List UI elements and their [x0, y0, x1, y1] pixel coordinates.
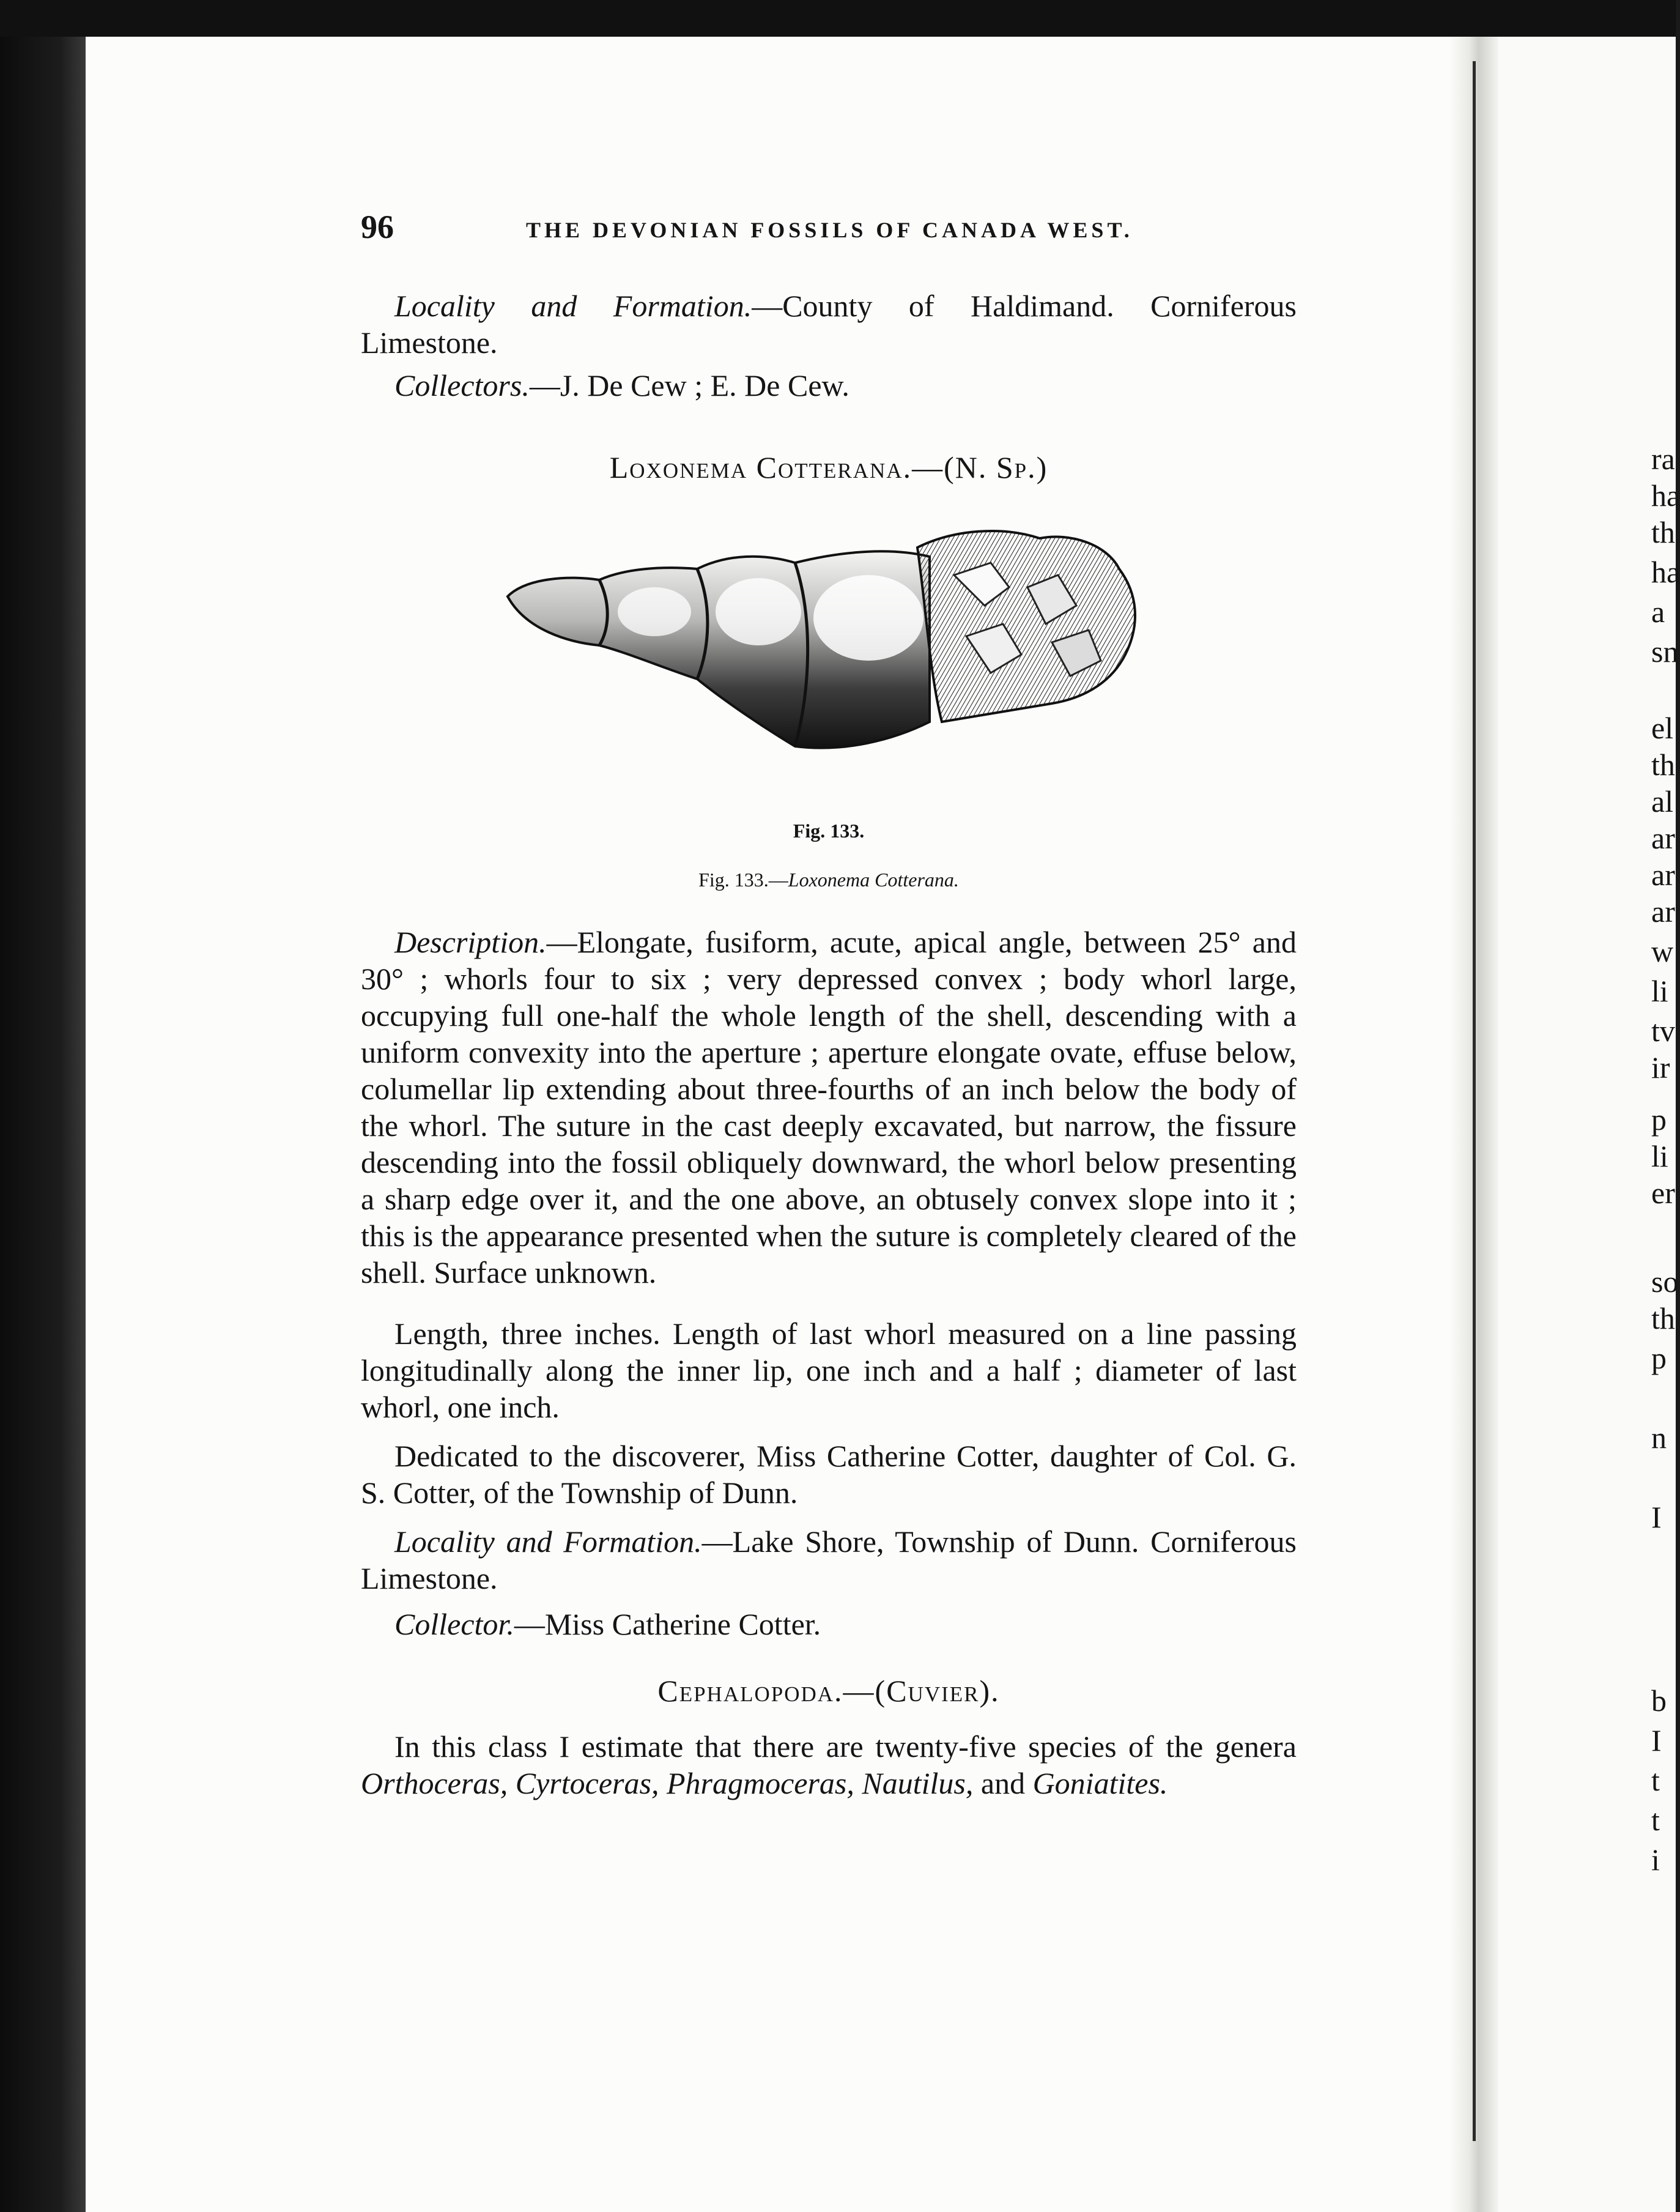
- right-page-fragment: a: [1651, 595, 1665, 629]
- scan-top-border: [0, 0, 1676, 37]
- running-title: THE DEVONIAN FOSSILS OF CANADA WEST.: [526, 218, 1133, 242]
- right-page-fragment: ha: [1651, 478, 1680, 513]
- prev-collectors-label: Collectors.: [394, 368, 530, 403]
- class-intro-text: In this class I estimate that there are twenty-five species of the genera: [394, 1729, 1297, 1764]
- right-page-fragment: el: [1651, 711, 1674, 745]
- right-page-fragment: al: [1651, 784, 1674, 818]
- right-page-fragment: th: [1651, 748, 1675, 782]
- right-page-fragment: t: [1651, 1763, 1660, 1797]
- prev-locality-text: —County of Haldimand. Corniferous Limestone.: [361, 289, 1297, 360]
- class-title: Cephalopoda.—(Cuvier).: [657, 1674, 1000, 1708]
- right-page-fragment: ar: [1651, 858, 1675, 892]
- and-word: and: [980, 1766, 1026, 1800]
- description-text: —Elongate, fusiform, acute, apical angle, between 25° and 30° ; whorls four to six ; very depressed convex ; body whorl large, occupying full one-half the whole length of the shell, descending with a uniform convexity into the aperture ; aperture elongate ovate, effuse below, columellar lip extending about three-fourths of an inch below the body of the whorl. The suture in the cast deeply excavated, but narrow, the fissure descending into the fossil obliquely downward, the whorl below presenting a sharp edge over it, and the one above, an obtusely convex slope into it ; this is the appearance presented when the suture is completely cleared of the shell. Surface unknown.: [361, 925, 1297, 1290]
- scan-left-shadow: [0, 0, 86, 2212]
- right-page-fragment: li: [1651, 1139, 1668, 1173]
- gutter-line: [1473, 61, 1476, 2141]
- right-page-fragment: i: [1651, 1843, 1660, 1877]
- prev-collectors-text: —J. De Cew ; E. De Cew.: [529, 368, 849, 403]
- collector-label: Collector.: [394, 1607, 514, 1641]
- collector-paragraph: [361, 1606, 1297, 1642]
- right-page-fragment: th: [1651, 515, 1675, 549]
- locality-label: Locality and Formation.: [394, 1524, 702, 1559]
- figure-caption-prefix: Fig. 133.—: [698, 869, 788, 891]
- right-page-fragment: ar: [1651, 821, 1675, 855]
- figure-caption-name: Loxonema Cotterana.: [788, 869, 959, 891]
- right-page-fragment: tv: [1651, 1014, 1675, 1048]
- right-page-fragment: t: [1651, 1803, 1660, 1837]
- right-page-fragment: I: [1651, 1723, 1662, 1757]
- figure-caption: [361, 869, 1297, 891]
- prev-collectors-paragraph: [361, 367, 1297, 404]
- right-page-fragment: ha: [1651, 555, 1680, 589]
- shell-body: [508, 551, 930, 748]
- description-paragraph: [361, 924, 1297, 1291]
- right-page-fragment: ra: [1651, 442, 1675, 476]
- right-page-fragment: ar: [1651, 894, 1675, 929]
- genus-1: Orthoceras,: [361, 1766, 508, 1800]
- figure-label: Fig. 133.: [793, 820, 865, 842]
- description-label: Description.: [394, 925, 547, 959]
- collector-text: —Miss Catherine Cotter.: [514, 1607, 821, 1641]
- class-intro-paragraph: [361, 1728, 1297, 1802]
- locality-text: —Lake Shore, Township of Dunn. Corniferous Limestone.: [361, 1524, 1297, 1595]
- right-page-fragment: ir: [1651, 1050, 1670, 1085]
- right-page-fragment: p: [1651, 1341, 1667, 1375]
- fossil-shell-illustration: [501, 520, 1156, 801]
- right-page-fragment: p: [1651, 1102, 1667, 1137]
- locality-paragraph: [361, 1523, 1297, 1597]
- genus-3: Phragmoceras,: [666, 1766, 854, 1800]
- dedication-paragraph: Dedicated to the discoverer, Miss Catherine Cotter, daughter of Col. G. S. Cotter, of the Township of Dunn.: [361, 1439, 1297, 1510]
- right-page-fragment: n: [1651, 1420, 1667, 1455]
- length-paragraph: Length, three inches. Length of last whorl measured on a line passing longitudinally along the inner lip, one inch and a half ; diameter of last whorl, one inch.: [361, 1316, 1297, 1424]
- right-page-fragment: sn: [1651, 634, 1679, 669]
- genus-5: Goniatites.: [1032, 1766, 1168, 1800]
- right-page-fragment: I: [1651, 1500, 1662, 1534]
- right-page-fragment: er: [1651, 1176, 1675, 1210]
- prev-locality-paragraph: [361, 288, 1297, 361]
- right-page-fragment: so: [1651, 1264, 1679, 1299]
- right-page-fragment: th: [1651, 1301, 1675, 1335]
- genus-2: Cyrtoceras,: [515, 1766, 659, 1800]
- right-page-fragment: li: [1651, 974, 1668, 1008]
- page-number: 96: [361, 209, 394, 245]
- right-page-edge: [1498, 24, 1680, 2212]
- right-page-fragment: w: [1651, 934, 1674, 968]
- genus-4: Nautilus,: [862, 1766, 974, 1800]
- prev-locality-label: Locality and Formation.: [394, 289, 752, 323]
- shell-aperture-rock: [917, 531, 1135, 722]
- species-title: Loxonema Cotterana.—(N. Sp.): [609, 450, 1048, 484]
- right-page-fragment: b: [1651, 1683, 1667, 1718]
